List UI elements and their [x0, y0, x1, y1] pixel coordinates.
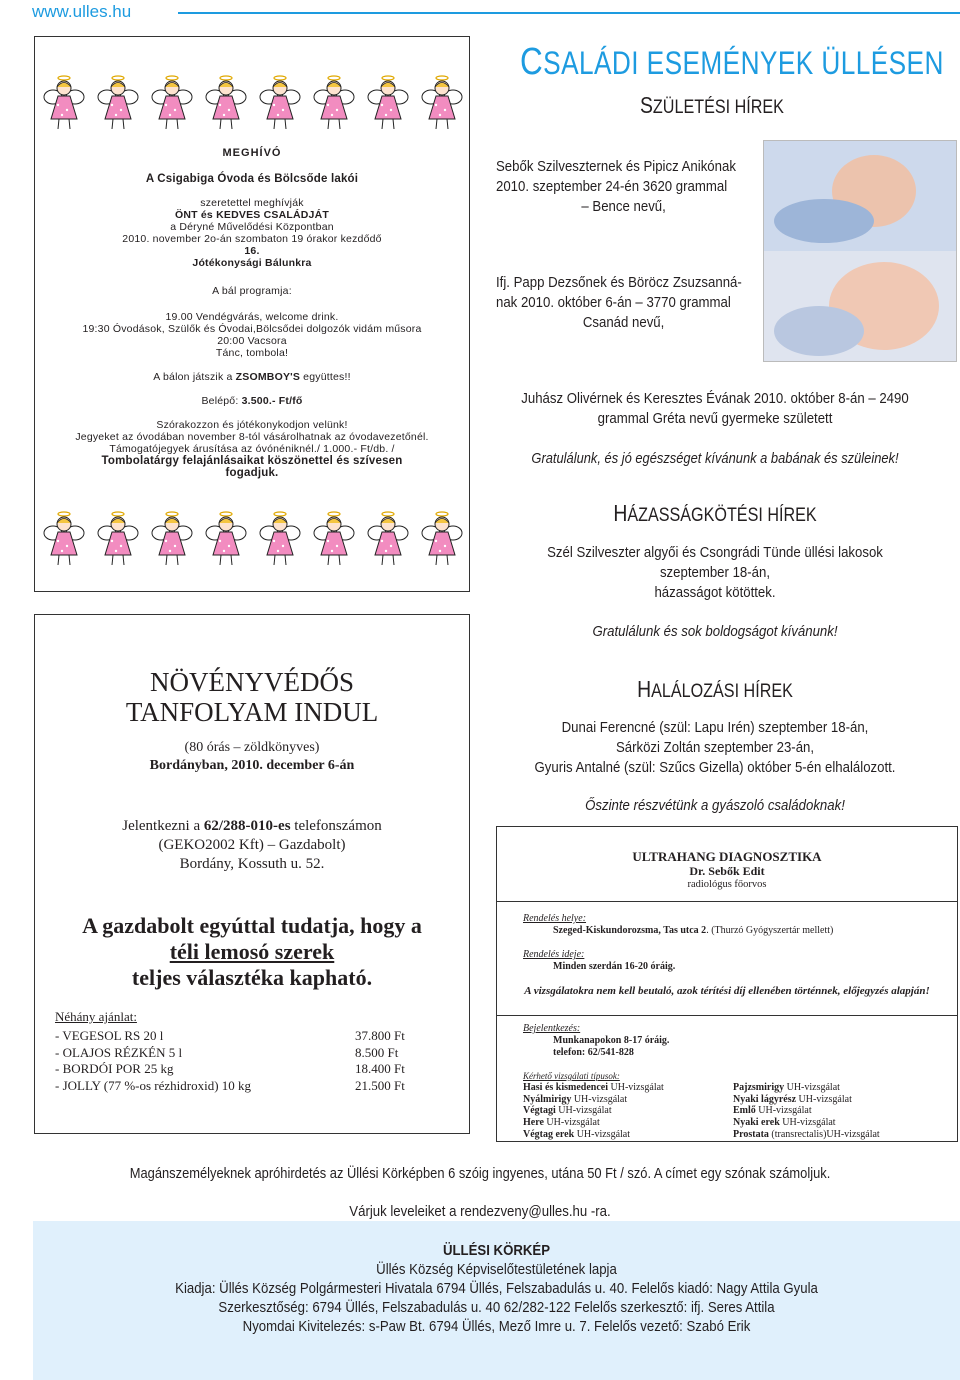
offer-row — [55, 1028, 415, 1045]
store-line: teljes választéka kapható. — [131, 965, 373, 990]
exam-type — [733, 1094, 880, 1106]
course-title-line: NÖVÉNYVÉDŐS — [150, 667, 354, 697]
program-label: A bál programja: — [212, 285, 292, 297]
store-line: A gazdabolt egyúttal tudatja, hogy a — [82, 913, 422, 938]
course-contact — [35, 817, 469, 874]
death-title — [532, 676, 898, 703]
mail-notice[interactable]: Várjuk leveleiket a rendezveny@ulles.hu -ra. — [349, 1203, 611, 1220]
imprint-line: Szerkesztőség: 6794 Üllés, Felszabadulás u. 40 62/282-122 Felelős szerkesztő: ifj. Seres Attila — [218, 1299, 775, 1316]
place-note: . (Thurzó Gyógyszertár mellett) — [706, 925, 834, 936]
angel-icon — [205, 511, 247, 569]
birth-line: nak 2010. október 6-án – 3770 grammal — [496, 294, 731, 311]
main-title-initial: C — [520, 40, 544, 83]
exam-types-label: Kérhető vizsgálati típusok: — [523, 1071, 620, 1081]
angel-icon — [259, 511, 301, 569]
exam-type-suffix: (transrectalis)UH-vizsgálat — [768, 1128, 880, 1140]
band-line — [35, 371, 469, 383]
exam-type — [733, 1129, 880, 1141]
wedding-line: szeptember 18-án, — [659, 564, 771, 581]
place-address: Szeged-Kiskundorozsma, Tas utca 2 — [553, 925, 707, 936]
exam-type-suffix: UH-vizsgálat — [555, 1105, 612, 1117]
offer-row — [55, 1078, 415, 1095]
invitation-line: szeretettel meghívják — [200, 197, 304, 209]
main-title — [520, 40, 944, 84]
ticket-pre: Belépő: — [201, 395, 242, 407]
invitation-line: Támogatójegyek árusítása az óvónéniknél./ 1.000.- Ft/db. / — [109, 443, 395, 455]
exam-type-name: Pajzsmirigy — [733, 1082, 785, 1093]
births-title-initial: S — [640, 92, 653, 118]
registration-label: Bejelentkezés: — [523, 1023, 581, 1034]
death-line: Sárközi Zoltán szeptember 23-án, — [615, 739, 815, 756]
ultrasound-divider — [497, 1015, 957, 1016]
course-title — [35, 667, 469, 727]
angel-icon — [313, 511, 355, 569]
offer-name: - OLAJOS RÉZKÉN 5 l — [55, 1044, 183, 1060]
offer-name: - VEGESOL RS 20 l — [55, 1028, 164, 1043]
course-hours: (80 órás – zöldkönyves) — [184, 740, 320, 755]
ultrasound-ad — [496, 826, 958, 1142]
births-title-rest: ZÜLETÉSI HÍREK — [652, 97, 784, 118]
ultrasound-role: radiológus főorvos — [687, 879, 767, 890]
death-title-rest: ALÁLOZÁSI HÍREK — [651, 681, 793, 702]
offers-list — [55, 1028, 415, 1094]
registration-phone: telefon: 62/541-828 — [553, 1047, 634, 1058]
exam-type — [733, 1117, 880, 1129]
angel-icon — [97, 75, 139, 133]
birth-announcement-3 — [499, 389, 930, 429]
time-value: Minden szerdán 16-20 óráig. — [553, 961, 676, 972]
exam-type-name: Nyaki lágyrész — [733, 1093, 797, 1105]
angel-icon — [97, 511, 139, 569]
exam-type-suffix: UH-vizsgálat — [796, 1093, 852, 1105]
wedding-title — [532, 500, 898, 527]
time-label: Rendelés ideje: — [523, 949, 585, 960]
birth-line: grammal Gréta nevű gyermeke született — [597, 410, 833, 427]
exam-type-name: Hasi és kismedencei — [523, 1082, 608, 1093]
angel-icon — [313, 75, 355, 133]
angel-row-top — [43, 75, 463, 133]
offer-name: - JOLLY (77 %-os rézhidroxid) 10 kg — [55, 1077, 252, 1093]
main-title-rest: SALÁDI ESEMÉNYEK ÜLLÉSEN — [543, 45, 944, 81]
death-line: Gyuris Antalné (szül: Szűcs Gizella) október 5-én elhalálozott. — [534, 759, 896, 776]
baby-photo — [763, 140, 957, 362]
invitation-line: Jegyeket az óvodában november 8-tól vásárolhatnak az óvodavezetőnél. — [75, 431, 429, 443]
course-box — [34, 614, 470, 1134]
exam-types-left — [523, 1082, 664, 1141]
angel-icon — [43, 511, 85, 569]
invitation-raffle: Tombolatárgy felajánlásaikat köszönettel és szívesen fogadjuk. — [101, 455, 403, 479]
invitation-line: ÖNT és KEDVES CSALÁDJÁT — [175, 209, 329, 221]
angel-icon — [151, 75, 193, 133]
imprint-text — [89, 1241, 905, 1336]
angel-row-bottom — [43, 511, 463, 569]
imprint-line: Nyomdai Kivitelezés: s-Paw Bt. 6794 Üllés, Mező Imre u. 7. Felelős vezető: Szabó Erik — [242, 1318, 751, 1335]
place-label: Rendelés helye: — [523, 913, 587, 924]
angel-icon — [421, 75, 463, 133]
invitation-line: 16. — [244, 245, 260, 257]
ultrasound-header — [497, 849, 957, 891]
invitation-host: A Csigabiga Óvoda és Bölcsőde lakói — [145, 173, 359, 185]
exam-type-suffix: UH-vizsgálat — [574, 1128, 631, 1140]
offer-price: 8.500 Ft — [355, 1044, 399, 1060]
invitation-box — [34, 36, 470, 592]
place-value — [553, 925, 833, 937]
invitation-line: 2010. november 2o-án szombaton 19 órakor kezdődő — [122, 233, 382, 245]
angel-icon — [259, 75, 301, 133]
exam-type — [523, 1094, 664, 1106]
exam-type-suffix: UH-vizsgálat — [571, 1093, 628, 1105]
exam-type-name: Végtagi — [523, 1105, 556, 1117]
registration-hours: Munkanapokon 8-17 óráig. — [553, 1035, 670, 1046]
invitation-line: a Déryné Művelődési Központban — [170, 221, 334, 233]
exam-type — [523, 1105, 664, 1117]
wedding-title-rest: ÁZASSÁGKÖTÉSI HÍREK — [627, 505, 817, 526]
exam-type-suffix: UH-vizsgálat — [779, 1117, 836, 1129]
wedding-line: Szél Szilveszter algyői és Csongrádi Tünde üllési lakosok — [547, 544, 883, 561]
band-name: ZSOMBOY'S — [235, 371, 301, 383]
offer-price: 37.800 Ft — [355, 1028, 405, 1043]
exam-type — [733, 1105, 880, 1117]
ultrasound-note: A vizsgálatokra nem kell beutaló, azok térítési díj ellenében történnek, előjegyzés alapján! — [524, 985, 930, 997]
invitation-title: MEGHÍVÓ — [222, 147, 282, 159]
course-title-line: TANFOLYAM INDUL — [125, 697, 379, 727]
birth-announcement-1 — [496, 157, 760, 217]
ultrasound-doctor: Dr. Sebők Edit — [689, 864, 765, 878]
exam-type-suffix: UH-vizsgálat — [784, 1082, 840, 1093]
death-announcement — [499, 718, 930, 778]
offer-price: 21.500 Ft — [355, 1077, 405, 1093]
contact-address: Bordány, Kossuth u. 52. — [179, 856, 325, 872]
exam-type-name: Nyaki erek — [733, 1117, 780, 1129]
exam-type — [733, 1082, 880, 1094]
imprint-title: ÜLLÉSI KÖRKÉP — [442, 1242, 551, 1259]
exam-type — [523, 1129, 664, 1141]
exam-type — [523, 1082, 664, 1094]
invitation-line: Szórakozzon és jótékonykodjon velünk! — [156, 419, 348, 431]
wedding-announcement — [526, 543, 904, 603]
birth-line: – Bence nevű, — [581, 198, 666, 215]
contact-company: (GEKO2002 Kft) – Gazdabolt) — [158, 837, 346, 853]
store-line-underlined: téli lemosó szerek — [169, 939, 335, 964]
band-pre: A bálon játszik a — [153, 371, 236, 383]
offers-label: Néhány ajánlat: — [55, 1009, 137, 1024]
birth-line: Juhász Olivérnek és Keresztes Évának 2010. október 8-án – 2490 — [521, 390, 909, 407]
classified-notice: Magánszemélyeknek apróhirdetés az Üllési Körképben 6 szóig ingyenes, utána 50 Ft / szó. A címet egy szónak számoljuk. — [129, 1165, 831, 1182]
wedding-title-initial: H — [613, 500, 628, 526]
baby-photo-illustration — [764, 141, 956, 361]
exam-type-name: Prostata — [733, 1128, 769, 1140]
birth-line: Sebők Szilveszternek és Pipicz Anikónak — [496, 158, 736, 175]
angel-icon — [367, 75, 409, 133]
exam-type — [523, 1117, 664, 1129]
birth-line: Csanád nevű, — [582, 314, 665, 331]
birth-line: Ifj. Papp Dezsőnek és Böröcz Zsuzsanná- — [496, 274, 742, 291]
ultrasound-divider — [497, 901, 957, 902]
exam-type-name: Végtag erek — [523, 1128, 575, 1140]
offer-price: 18.400 Ft — [355, 1061, 405, 1076]
angel-icon — [151, 511, 193, 569]
angel-icon — [205, 75, 247, 133]
contact-pre: Jelentkezni a — [122, 818, 204, 834]
course-subtitle — [35, 739, 469, 775]
site-url-link[interactable]: www.ulles.hu — [32, 2, 132, 21]
exam-type-name: Nyálmirigy — [523, 1093, 572, 1105]
exam-type-name: Here — [523, 1117, 544, 1129]
condolence: Őszinte részvétünk a gyászoló családoknak! — [585, 797, 845, 814]
band-post: együttes!! — [300, 371, 351, 383]
exam-type-suffix: UH-vizsgálat — [608, 1082, 664, 1093]
birth-congrats: Gratulálunk, és jó egészséget kívánunk a babának és szüleinek! — [531, 450, 899, 467]
wedding-line: házasságot kötöttek. — [654, 584, 776, 601]
wedding-congrats: Gratulálunk és sok boldogságot kívánunk! — [592, 623, 838, 640]
program-item: 20:00 Vacsora — [217, 335, 287, 347]
program-item: 19:30 Óvodások, Szülők és Óvodai,Bölcsődei dolgozók vidám műsora — [82, 323, 422, 335]
angel-icon — [421, 511, 463, 569]
ticket-line — [35, 395, 469, 407]
exam-type-name: Emlő — [733, 1105, 756, 1117]
program-item: 19.00 Vendégvárás, welcome drink. — [165, 311, 339, 323]
offer-row — [55, 1061, 415, 1078]
imprint-line: Üllés Község Képviselőtestületének lapja — [376, 1261, 617, 1278]
contact-phone: 62/288-010-es — [203, 818, 291, 834]
death-title-initial: H — [637, 676, 652, 702]
offer-row — [55, 1045, 415, 1062]
header-rule — [178, 12, 960, 14]
invitation-line: Jótékonysági Bálunkra — [192, 257, 312, 269]
ticket-price: 3.500.- Ft/fő — [241, 395, 303, 407]
imprint-line: Kiadja: Üllés Község Polgármesteri Hivatala 6794 Üllés, Felszabadulás u. 40. Felelős kiadó: Nagy Attila Gyula — [175, 1280, 818, 1297]
angel-icon — [367, 511, 409, 569]
angel-icon — [43, 75, 85, 133]
birth-line: 2010. szeptember 24-én 3620 grammal — [496, 178, 728, 195]
birth-announcement-2 — [496, 273, 760, 333]
offer-name: - BORDÓI POR 25 kg — [55, 1061, 174, 1076]
imprint-box — [33, 1221, 960, 1380]
death-line: Dunai Ferencné (szül: Lapu Irén) szeptember 18-án, — [561, 719, 869, 736]
course-date: Bordányban, 2010. december 6-án — [149, 758, 355, 773]
contact-phone-line — [35, 817, 469, 836]
ultrasound-title: ULTRAHANG DIAGNOSZTIKA — [632, 849, 822, 864]
program-item: Tánc, tombola! — [215, 347, 289, 359]
contact-post: telefonszámon — [290, 818, 382, 834]
births-title — [640, 92, 784, 119]
exam-types-right — [733, 1082, 880, 1141]
invitation-text — [35, 147, 469, 479]
exam-type-suffix: UH-vizsgálat — [543, 1117, 600, 1129]
exam-type-suffix: UH-vizsgálat — [755, 1105, 812, 1117]
store-announcement — [35, 913, 469, 991]
